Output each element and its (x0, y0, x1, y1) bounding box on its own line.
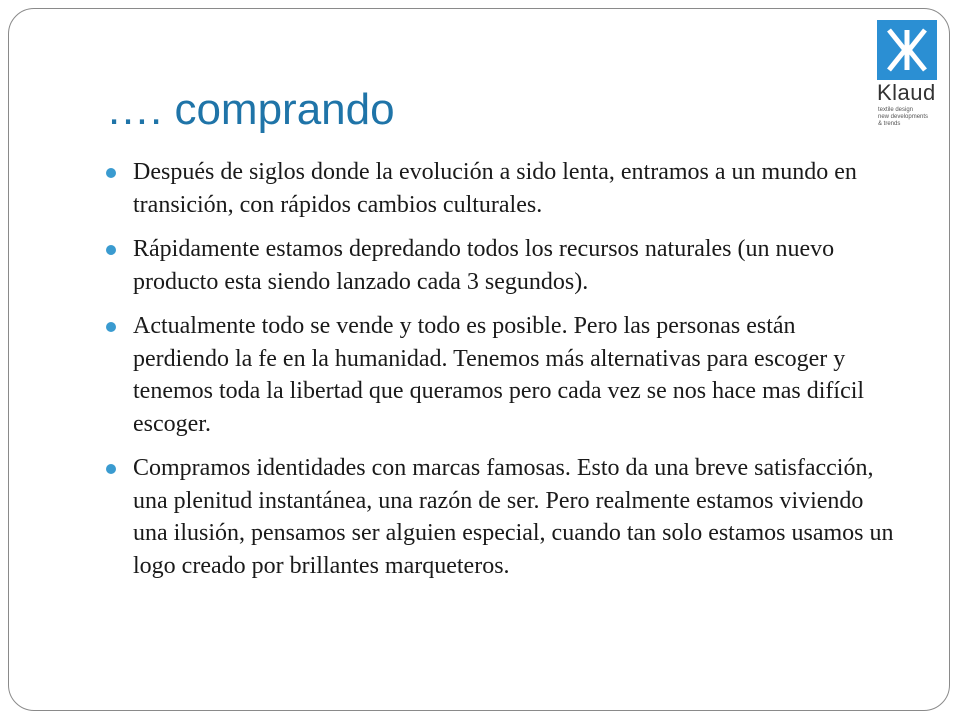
bullet-item (104, 452, 894, 582)
logo-name: Klaud (877, 80, 936, 105)
bullet-item (104, 156, 894, 221)
bullet-text: Después de siglos donde la evolución a sido lenta, entramos a un mundo en transición, con rápidos cambios culturales. (133, 159, 857, 218)
logo-tagline-line: new developments (878, 114, 929, 120)
bullet-dot-icon (106, 245, 116, 255)
bullet-text: Actualmente todo se vende y todo es posible. Pero las personas están perdiendo la fe en la humanidad. Tenemos más alternativas para escoger y tenemos toda la libertad que queramos pero cada vez se nos hace mas difícil escoger. (133, 313, 865, 437)
bullet-text: Compramos identidades con marcas famosas. Esto da una breve satisfacción, una plenitud instantánea, una razón de ser. Pero realmente estamos viviendo una ilusión, pensamos ser alguien especial, cuando tan solo estamos usamos un logo creado por brillantes marqueteros. (133, 455, 894, 579)
bullet-list (104, 156, 894, 594)
bullet-item (104, 233, 894, 298)
bullet-dot-icon (106, 322, 116, 332)
logo-tagline-line: & trends (878, 121, 901, 127)
logo-tagline-line: textile design (878, 107, 914, 113)
slide-title: …. comprando (106, 85, 395, 134)
bullet-item (104, 310, 894, 440)
bullet-text: Rápidamente estamos depredando todos los recursos naturales (un nuevo producto esta siendo lanzado cada 3 segundos). (133, 236, 835, 295)
klaud-logo (873, 16, 943, 136)
bullet-dot-icon (106, 168, 116, 178)
logo-tagline (878, 107, 928, 128)
klaud-logo-mark-icon (877, 20, 937, 80)
bullet-dot-icon (106, 464, 116, 474)
